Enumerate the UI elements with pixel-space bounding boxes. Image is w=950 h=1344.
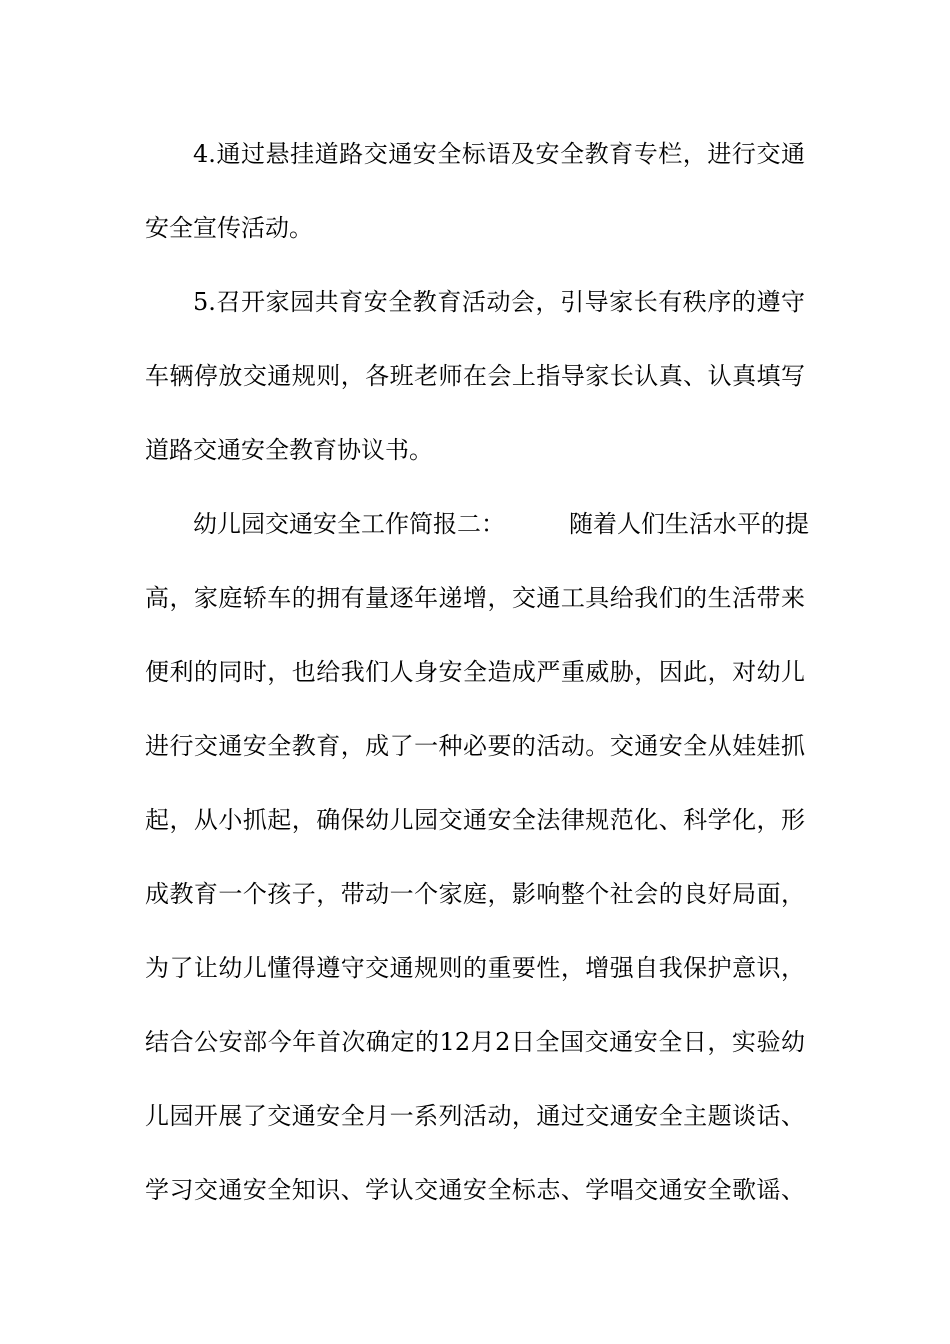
briefing-opening-text: 随着人们生活水平的提 — [569, 510, 809, 538]
paragraph-line-3: 5.召开家园共育安全教育活动会，引导家长有秩序的遵守 — [193, 288, 805, 316]
paragraph-line-2: 安全宣传活动。 — [145, 214, 313, 242]
paragraph-line-8: 便利的同时，也给我们人身安全造成严重威胁，因此，对幼儿 — [145, 658, 805, 686]
paragraph-line-5: 道路交通安全教育协议书。 — [145, 436, 433, 464]
paragraph-line-15: 学习交通安全知识、学认交通安全标志、学唱交通安全歌谣、 — [145, 1176, 805, 1204]
paragraph-line-1: 4.通过悬挂道路交通安全标语及安全教育专栏，进行交通 — [193, 140, 805, 168]
paragraph-line-14: 儿园开展了交通安全月一系列活动，通过交通安全主题谈话、 — [145, 1102, 805, 1130]
paragraph-line-10: 起，从小抓起，确保幼儿园交通安全法律规范化、科学化，形 — [145, 806, 805, 834]
paragraph-line-12: 为了让幼儿懂得遵守交通规则的重要性，增强自我保护意识， — [145, 954, 805, 982]
paragraph-line-13: 结合公安部今年首次确定的12月2日全国交通安全日，实验幼 — [145, 1028, 805, 1056]
paragraph-line-7: 高，家庭轿车的拥有量逐年递增，交通工具给我们的生活带来 — [145, 584, 805, 612]
paragraph-line-9: 进行交通安全教育，成了一种必要的活动。交通安全从娃娃抓 — [145, 732, 805, 760]
briefing-heading-line — [193, 504, 809, 544]
paragraph-line-11: 成教育一个孩子，带动一个家庭，影响整个社会的良好局面， — [145, 880, 805, 908]
briefing-title: 幼儿园交通安全工作简报二： — [193, 510, 505, 538]
paragraph-line-4: 车辆停放交通规则，各班老师在会上指导家长认真、认真填写 — [145, 362, 805, 390]
